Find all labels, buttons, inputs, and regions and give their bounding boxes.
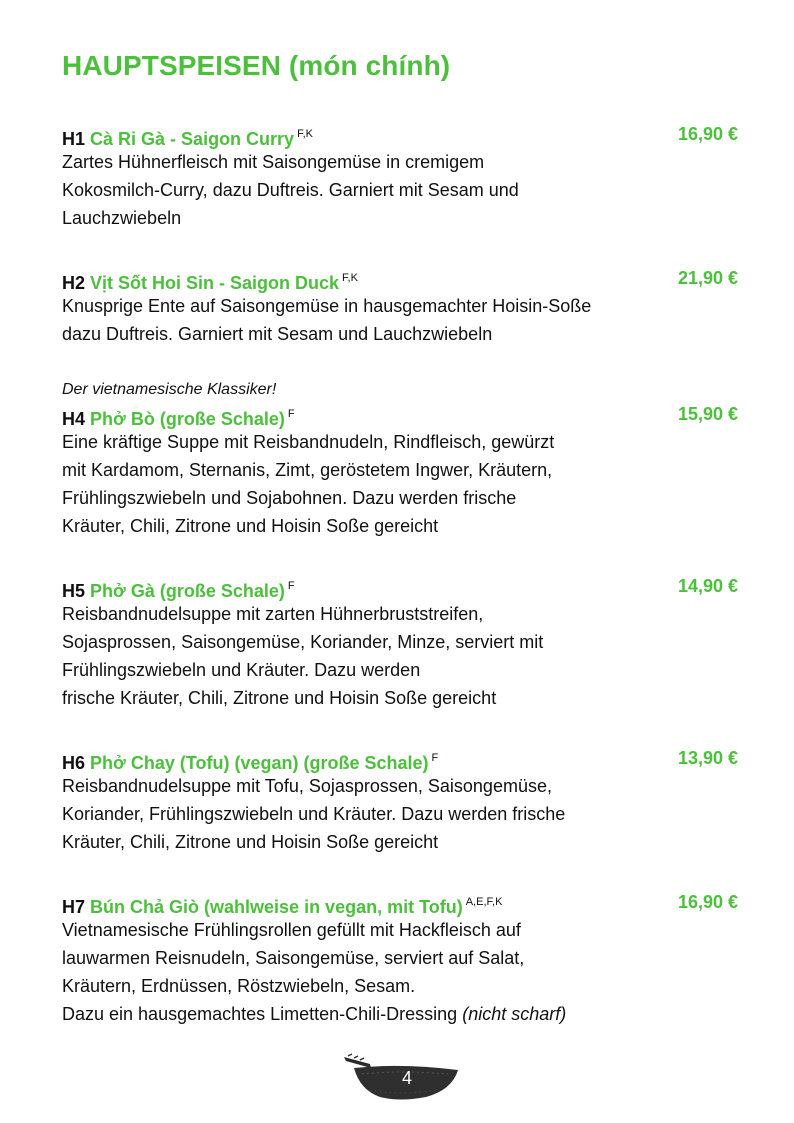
description-line: Kräuter, Chili, Zitrone und Hoisin Soße gereicht bbox=[62, 832, 439, 852]
description-line: Zartes Hühnerfleisch mit Saisongemüse in cremigem bbox=[62, 152, 485, 172]
description-line: Lauchzwiebeln bbox=[62, 208, 182, 228]
item-code: H5 bbox=[62, 581, 86, 601]
description-line: mit Kardamom, Sternanis, Zimt, geröstetem Ingwer, Kräutern, bbox=[62, 460, 553, 480]
menu-item-h1 bbox=[62, 120, 738, 232]
description-line: dazu Duftreis. Garniert mit Sesam und Lauchzwiebeln bbox=[62, 324, 493, 344]
description-line: frische Kräuter, Chili, Zitrone und Hoisin Soße gereicht bbox=[62, 688, 497, 708]
item-name: Phở Bò (große Schale) bbox=[90, 409, 285, 429]
description-line: Kräuter, Chili, Zitrone und Hoisin Soße gereicht bbox=[62, 516, 439, 536]
description-note: (nicht scharf) bbox=[462, 1004, 567, 1024]
item-code: H6 bbox=[62, 753, 86, 773]
item-name: Vịt Sốt Hoi Sin - Saigon Duck bbox=[90, 273, 340, 293]
description-text: Dazu ein hausgemachtes Limetten-Chili-Dressing bbox=[62, 1004, 458, 1024]
item-code: H1 bbox=[62, 129, 86, 149]
description-line: Kokosmilch-Curry, dazu Duftreis. Garniert mit Sesam und bbox=[62, 180, 519, 200]
item-description bbox=[62, 772, 738, 856]
item-description bbox=[62, 148, 738, 232]
item-description bbox=[62, 600, 738, 712]
description-line: lauwarmen Reisnudeln, Saisongemüse, serviert auf Salat, bbox=[62, 948, 525, 968]
description-line: Reisbandnudelsuppe mit Tofu, Sojasprossen, Saisongemüse, bbox=[62, 776, 552, 796]
menu-item-h6 bbox=[62, 744, 738, 856]
item-price: 16,90 € bbox=[677, 124, 738, 144]
item-name: Bún Chả Giò (wahlweise in vegan, mit Tofu) bbox=[90, 897, 463, 917]
menu-item-h2 bbox=[62, 264, 738, 348]
item-code: H2 bbox=[62, 273, 86, 293]
item-heading bbox=[62, 400, 738, 428]
allergen-codes: F bbox=[287, 408, 295, 420]
description-line bbox=[62, 1000, 738, 1028]
description-line: Frühlingszwiebeln und Sojabohnen. Dazu werden frische bbox=[62, 488, 517, 508]
menu-item-h5 bbox=[62, 572, 738, 712]
item-heading bbox=[62, 264, 738, 292]
item-name: Phở Gà (große Schale) bbox=[90, 581, 285, 601]
item-heading bbox=[62, 888, 738, 916]
allergen-codes: F,K bbox=[297, 128, 313, 140]
page-footer bbox=[340, 1052, 464, 1104]
page-number: 4 bbox=[401, 1068, 412, 1088]
description-line: Knusprige Ente auf Saisongemüse in hausgemachter Hoisin-Soße bbox=[62, 296, 592, 316]
item-name: Cà Ri Gà - Saigon Curry bbox=[90, 129, 295, 149]
item-price: 14,90 € bbox=[677, 576, 738, 596]
item-description bbox=[62, 916, 738, 1028]
allergen-codes: F bbox=[431, 752, 439, 764]
allergen-codes: A,E,F,K bbox=[465, 896, 503, 908]
item-price: 21,90 € bbox=[677, 268, 738, 288]
menu-list bbox=[62, 120, 738, 1060]
item-price: 13,90 € bbox=[677, 748, 738, 768]
description-line: Eine kräftige Suppe mit Reisbandnudeln, Rindfleisch, gewürzt bbox=[62, 432, 555, 452]
item-heading bbox=[62, 744, 738, 772]
item-code: H7 bbox=[62, 897, 86, 917]
allergen-codes: F,K bbox=[342, 272, 358, 284]
description-line: Sojasprossen, Saisongemüse, Koriander, Minze, serviert mit bbox=[62, 632, 544, 652]
menu-item-h4 bbox=[62, 380, 738, 540]
description-line: Koriander, Frühlingszwiebeln und Kräuter. Dazu werden frische bbox=[62, 804, 566, 824]
item-intro: Der vietnamesische Klassiker! bbox=[62, 381, 277, 398]
item-heading bbox=[62, 120, 738, 148]
item-heading bbox=[62, 572, 738, 600]
allergen-codes: F bbox=[287, 580, 295, 592]
description-line: Vietnamesische Frühlingsrollen gefüllt mit Hackfleisch auf bbox=[62, 920, 521, 940]
item-name: Phở Chay (Tofu) (vegan) (große Schale) bbox=[90, 753, 429, 773]
item-description bbox=[62, 428, 738, 540]
description-line: Frühlingszwiebeln und Kräuter. Dazu werden bbox=[62, 660, 421, 680]
description-line: Reisbandnudelsuppe mit zarten Hühnerbruststreifen, bbox=[62, 604, 484, 624]
menu-item-h7 bbox=[62, 888, 738, 1028]
item-code: H4 bbox=[62, 409, 86, 429]
item-price: 15,90 € bbox=[677, 404, 738, 424]
description-line: Kräutern, Erdnüssen, Röstzwiebeln, Sesam. bbox=[62, 976, 416, 996]
item-description bbox=[62, 292, 738, 348]
page-title: HAUPTSPEISEN (món chính) bbox=[62, 50, 451, 81]
item-price: 16,90 € bbox=[677, 892, 738, 912]
